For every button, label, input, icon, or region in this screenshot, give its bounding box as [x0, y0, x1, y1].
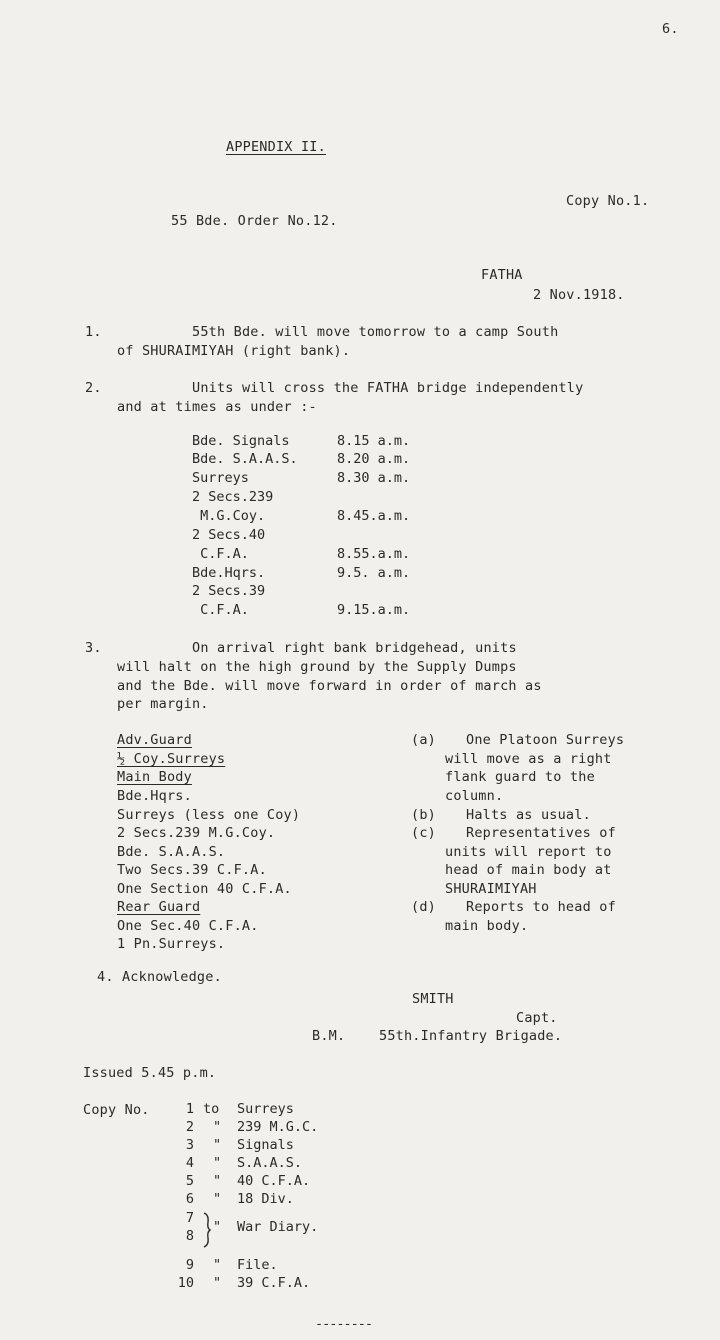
copy-recipient: File.: [237, 1257, 278, 1273]
copy-number: 2: [185, 1119, 194, 1135]
copy-recipient: Surreys: [237, 1101, 294, 1117]
schedule-unit: M.G.Coy.: [192, 508, 266, 524]
note-d-mark: (d): [411, 899, 436, 915]
order-title: 55 Bde. Order No.12.: [171, 213, 338, 229]
copy-mark: ": [213, 1155, 222, 1171]
note-a-line: flank guard to the: [445, 769, 595, 785]
note-a-line: One Platoon Surreys: [466, 732, 625, 748]
main-body-item: One Section 40 C.F.A.: [117, 881, 292, 897]
copy-number: 5: [185, 1173, 194, 1189]
brace-icon: [202, 1212, 212, 1248]
schedule-time: 9.5. a.m.: [337, 565, 411, 581]
copy-mark: ": [213, 1173, 222, 1189]
appendix-heading: APPENDIX II.: [226, 139, 326, 155]
signature-name: SMITH: [412, 991, 454, 1007]
copy-number: 10: [177, 1275, 194, 1291]
note-b-mark: (b): [411, 807, 436, 823]
copy-number: 9: [185, 1257, 194, 1273]
para2-line1: Units will cross the FATHA bridge independently: [192, 380, 584, 396]
para1-number: 1.: [85, 324, 102, 340]
copy-number: 6: [185, 1191, 194, 1207]
copy-mark: ": [213, 1137, 222, 1153]
note-c-line: Representatives of: [466, 825, 616, 841]
copy-number: 3: [185, 1137, 194, 1153]
note-a-line: column.: [445, 788, 504, 804]
rear-guard-item: 1 Pn.Surreys.: [117, 936, 226, 952]
adv-guard-heading: Adv.Guard: [117, 732, 192, 748]
schedule-unit: 2 Secs.239: [192, 489, 274, 505]
note-a-mark: (a): [411, 732, 436, 748]
para2-line2: and at times as under :-: [117, 399, 317, 415]
copy-recipient: 40 C.F.A.: [237, 1173, 311, 1189]
schedule-unit: C.F.A.: [192, 602, 249, 618]
copy-recipient: 39 C.F.A.: [237, 1275, 311, 1291]
copy-mark: ": [213, 1119, 222, 1135]
schedule-unit: Bde. Signals: [192, 433, 290, 449]
copy-recipient: 18 Div.: [237, 1191, 294, 1207]
main-body-item: Surreys (less one Coy): [117, 807, 301, 823]
schedule-unit: 2 Secs.40: [192, 527, 266, 543]
para3-line3: and the Bde. will move forward in order of march as: [117, 678, 542, 694]
para3-line1: On arrival right bank bridgehead, units: [192, 640, 517, 656]
schedule-unit: Bde. S.A.A.S.: [192, 451, 298, 467]
schedule-time: 9.15.a.m.: [337, 602, 411, 618]
copy-mark: ": [213, 1219, 222, 1235]
rear-guard-heading: Rear Guard: [117, 899, 201, 915]
signature-unit: 55th.Infantry Brigade.: [379, 1028, 563, 1044]
copy-number: 7: [185, 1210, 194, 1226]
para1-line1: 55th Bde. will move tomorrow to a camp South: [192, 324, 559, 340]
copy-mark: ": [213, 1257, 222, 1273]
note-a-line: will move as a right: [445, 751, 612, 767]
note-c-mark: (c): [411, 825, 436, 841]
issued-time: Issued 5.45 p.m.: [83, 1065, 217, 1081]
signature-rank: Capt.: [516, 1010, 558, 1026]
signature-bm: B.M.: [312, 1028, 346, 1044]
adv-guard-item: ½ Coy.Surreys: [117, 751, 226, 767]
main-body-item: Two Secs.39 C.F.A.: [117, 862, 267, 878]
schedule-unit: Surreys: [192, 470, 249, 486]
end-rule: --------: [315, 1316, 373, 1332]
copy-recipient: War Diary.: [237, 1219, 319, 1235]
schedule-time: 8.30 a.m.: [337, 470, 411, 486]
note-c-line: head of main body at: [445, 862, 612, 878]
schedule-unit: Bde.Hqrs.: [192, 565, 266, 581]
main-body-item: Bde. S.A.A.S.: [117, 844, 226, 860]
main-body-heading: Main Body: [117, 769, 192, 785]
para3-line2: will halt on the high ground by the Supply Dumps: [117, 659, 517, 675]
copy-mark: ": [213, 1191, 222, 1207]
para2-number: 2.: [85, 380, 102, 396]
schedule-time: 8.20 a.m.: [337, 451, 411, 467]
note-d-line: Reports to head of: [466, 899, 616, 915]
copy-recipient: S.A.A.S.: [237, 1155, 303, 1171]
note-c-line: units will report to: [445, 844, 612, 860]
para3-number: 3.: [85, 640, 102, 656]
copy-number: 1: [185, 1101, 194, 1117]
copy-mark: ": [213, 1275, 222, 1291]
rear-guard-item: One Sec.40 C.F.A.: [117, 918, 259, 934]
distribution-label: Copy No.: [83, 1102, 150, 1118]
note-c-line: SHURAIMIYAH: [445, 881, 537, 897]
schedule-unit: 2 Secs.39: [192, 583, 266, 599]
schedule-time: 8.45.a.m.: [337, 508, 411, 524]
schedule-unit: C.F.A.: [192, 546, 249, 562]
copy-recipient: Signals: [237, 1137, 294, 1153]
main-body-item: 2 Secs.239 M.G.Coy.: [117, 825, 276, 841]
copy-number: 8: [185, 1228, 194, 1244]
para1-line2: of SHURAIMIYAH (right bank).: [117, 343, 351, 359]
copy-mark: to: [203, 1101, 220, 1117]
copy-number: 4: [185, 1155, 194, 1171]
main-body-item: Bde.Hqrs.: [117, 788, 192, 804]
page-number: 6.: [662, 21, 679, 37]
copy-recipient: 239 M.G.C.: [237, 1119, 319, 1135]
schedule-time: 8.55.a.m.: [337, 546, 411, 562]
date: 2 Nov.1918.: [533, 287, 625, 303]
note-d-line: main body.: [445, 918, 529, 934]
note-b-line: Halts as usual.: [466, 807, 591, 823]
schedule-time: 8.15 a.m.: [337, 433, 411, 449]
place: FATHA: [481, 267, 523, 283]
para3-line4: per margin.: [117, 696, 209, 712]
para4-acknowledge: 4. Acknowledge.: [97, 969, 222, 985]
copy-number: Copy No.1.: [566, 193, 650, 209]
